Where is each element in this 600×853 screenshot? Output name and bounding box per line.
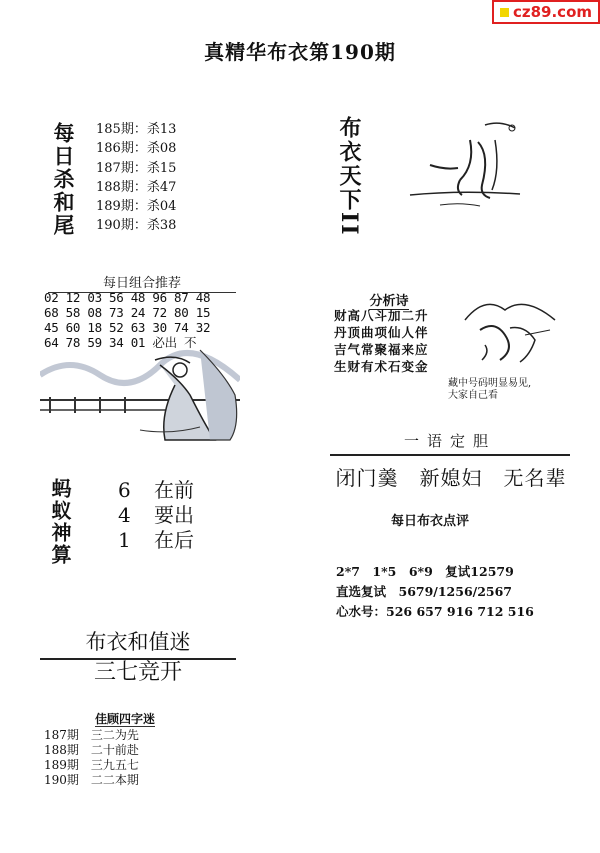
poem-line: 丹顶曲项仙人伴	[334, 325, 429, 340]
kill-item: 185期：杀13	[96, 122, 177, 137]
code-line: 2*7 1*5 6*9 复试12579	[336, 564, 514, 579]
prediction-row	[118, 478, 194, 503]
combo-row: 45 60 18 52 63 30 74 32	[44, 320, 211, 335]
logo-square-icon	[500, 8, 509, 17]
daily-combo-title: 每日组合推荐	[48, 272, 236, 293]
analysis-poem-lines	[334, 307, 429, 375]
combo-row: 64 78 59 34 01 必出 不	[44, 335, 197, 350]
code-line: 直选复试 5679/1256/2567	[336, 584, 513, 599]
four-char-riddle-list	[44, 728, 139, 788]
page-title: 真精华布衣第190期	[204, 40, 396, 64]
kill-item: 188期：杀47	[96, 179, 177, 195]
prediction-text: 在前	[154, 478, 194, 502]
one-word-text: 闭门羹 新媳妇 无名辈	[335, 466, 567, 490]
mountain-sage-sketch	[460, 290, 560, 370]
riddle-item: 187期 三二为先	[44, 728, 139, 742]
prediction-row	[118, 528, 194, 553]
daily-comment-title: 每日布衣点评	[390, 514, 469, 529]
watermark-logo	[492, 0, 600, 24]
one-word-title: 一语定胆	[330, 430, 570, 456]
combo-row: 02 12 03 56 48 96 87 48	[44, 290, 211, 305]
prediction-text: 要出	[154, 503, 194, 527]
buyi-sum-heading: 布衣和值迷	[40, 626, 236, 660]
kill-item: 189期：杀04	[96, 199, 177, 215]
daily-comment-codes	[336, 562, 534, 622]
analysis-poem-note	[448, 378, 531, 402]
watermark-text: cz89.com	[512, 3, 593, 21]
prediction-number: 6	[118, 478, 131, 502]
poem-note-line: 藏中号码明显易见,	[448, 378, 532, 389]
code-line: 心水号：526 657 916 712 516	[336, 604, 534, 619]
kill-item: 187期：杀15	[96, 160, 177, 176]
prediction-text: 在后	[154, 528, 194, 552]
riddle-item: 189期 三九五七	[44, 758, 139, 772]
riddle-item: 190期 二二本期	[44, 773, 139, 787]
kill-item: 186期：杀08	[96, 141, 177, 157]
prediction-number: 4	[118, 503, 131, 527]
scholar-sketch-illustration	[40, 335, 240, 445]
prediction-list	[118, 478, 194, 553]
buyi-tianxia-label: 布衣天下II	[336, 116, 362, 237]
combo-row: 68 58 08 73 24 72 80 15	[44, 305, 211, 320]
poem-line: 财高八斗加二升	[334, 308, 429, 323]
poem-note-line: 大家自己看	[448, 390, 498, 401]
walking-figure-sketch	[400, 110, 540, 220]
poem-line: 生财有术石变金	[334, 359, 429, 374]
poem-line: 吉气常聚福来应	[334, 342, 429, 357]
prediction-number: 1	[118, 528, 131, 552]
four-char-riddle-title	[50, 710, 200, 727]
prediction-label: 蚂蚁神算	[48, 478, 72, 566]
daily-kill-label: 每日杀和尾	[51, 122, 76, 237]
four-char-riddle-title-text: 佳顾四字迷	[94, 712, 155, 726]
buyi-sum-phrase: 三七竞开	[93, 660, 182, 685]
analysis-poem-title-text: 分析诗	[369, 294, 409, 309]
daily-kill-list	[96, 120, 176, 236]
kill-item: 190期：杀38	[96, 218, 177, 234]
prediction-row	[118, 503, 194, 528]
riddle-item: 188期 二十前赴	[44, 743, 139, 757]
